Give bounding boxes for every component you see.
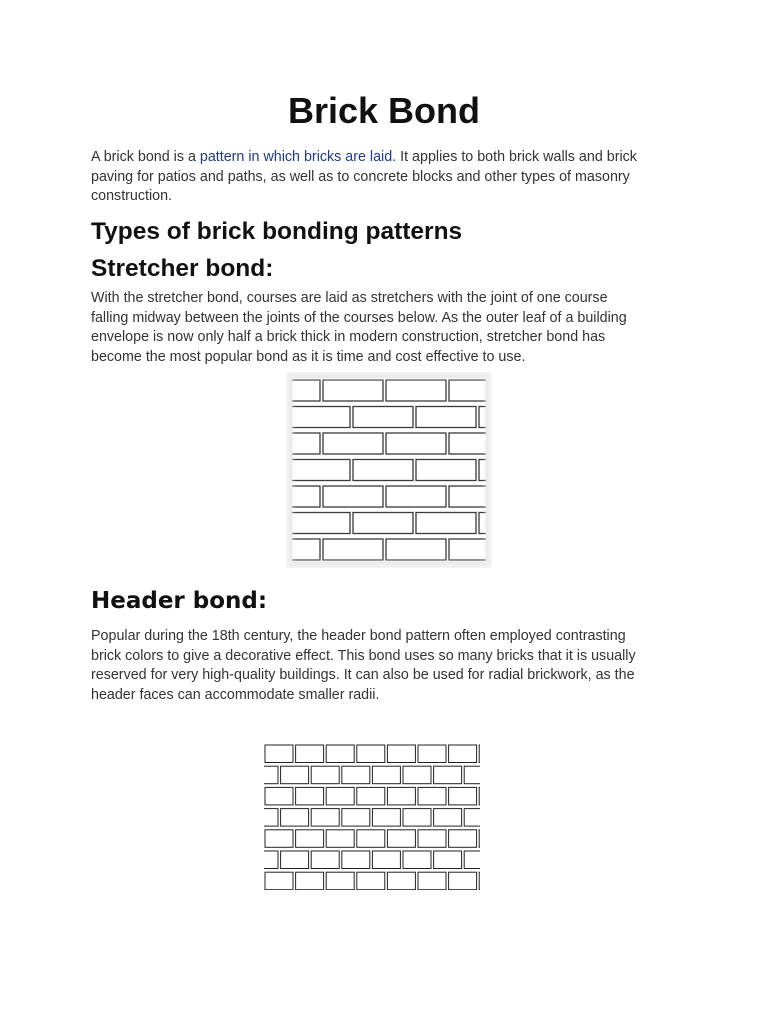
stretcher-brick <box>290 460 350 481</box>
header-brick <box>326 787 354 805</box>
stretcher-line: envelope is now only half a brick thick in modern construction, stretcher bond has <box>91 329 606 345</box>
header-brick <box>262 851 278 869</box>
header-brick <box>418 745 446 763</box>
header-brick <box>464 809 482 827</box>
stretcher-bond-heading: Stretcher bond: <box>91 255 274 282</box>
header-brick <box>296 872 324 890</box>
header-brick <box>387 787 415 805</box>
stretcher-line: falling midway between the joints of the courses below. As the outer leaf of a building <box>91 309 627 326</box>
stretcher-brick <box>386 380 446 401</box>
types-heading: Types of brick bonding patterns <box>91 218 463 245</box>
header-brick <box>357 872 385 890</box>
stretcher-bond-illustration <box>286 372 492 568</box>
header-brick <box>357 787 385 805</box>
header-brick <box>342 851 370 869</box>
header-brick <box>296 745 324 763</box>
header-brick <box>464 766 482 784</box>
header-brick <box>281 766 309 784</box>
header-bond-paragraph <box>91 627 681 705</box>
header-brick <box>479 745 482 763</box>
header-line: reserved for very high-quality buildings. It can also be used for radial brickwork, as the <box>91 667 635 683</box>
header-brick <box>387 872 415 890</box>
header-brick <box>281 851 309 869</box>
header-brick <box>326 830 354 848</box>
header-brick <box>372 851 400 869</box>
header-brick <box>262 809 278 827</box>
stretcher-brick <box>353 460 413 481</box>
header-brick <box>357 830 385 848</box>
header-line: header faces can accommodate smaller radii. <box>91 686 380 703</box>
header-brick <box>434 851 462 869</box>
stretcher-brick <box>416 460 476 481</box>
stretcher-brick <box>386 486 446 507</box>
header-bond-illustration <box>262 742 482 892</box>
stretcher-brick <box>323 380 383 401</box>
stretcher-brick <box>290 513 350 534</box>
intro-text-line1-end: It applies to both brick walls and brick <box>396 149 637 165</box>
header-brick <box>265 872 293 890</box>
header-brick <box>464 851 482 869</box>
stretcher-line: become the most popular bond as it is time and cost effective to use. <box>91 348 526 365</box>
header-brick <box>418 787 446 805</box>
header-brick <box>418 872 446 890</box>
stretcher-brick <box>449 539 492 560</box>
header-brick <box>479 872 482 890</box>
header-brick <box>387 745 415 763</box>
intro-text-line3: construction. <box>91 188 173 204</box>
stretcher-brick <box>353 513 413 534</box>
header-brick <box>265 830 293 848</box>
header-brick <box>387 830 415 848</box>
header-bond-heading: Header bond: <box>91 588 268 614</box>
intro-text-line2: paving for patios and paths, as well as to concrete blocks and other types of masonry <box>91 168 630 185</box>
header-brick <box>311 851 339 869</box>
header-brick <box>311 766 339 784</box>
header-brick <box>434 809 462 827</box>
header-brick <box>342 766 370 784</box>
stretcher-brick <box>449 380 492 401</box>
intro-paragraph <box>91 148 681 207</box>
header-brick <box>403 851 431 869</box>
header-brick <box>418 830 446 848</box>
header-brick <box>262 766 278 784</box>
intro-text-start: A brick bond is a <box>91 149 200 165</box>
stretcher-brick <box>323 486 383 507</box>
header-brick <box>311 809 339 827</box>
header-brick <box>281 809 309 827</box>
header-brick <box>296 830 324 848</box>
header-brick <box>403 766 431 784</box>
header-line: brick colors to give a decorative effect. This bond uses so many bricks that it is usually <box>91 647 636 664</box>
stretcher-brick <box>353 407 413 428</box>
stretcher-brick <box>386 539 446 560</box>
stretcher-line: With the stretcher bond, courses are laid as stretchers with the joint of one course <box>91 290 608 306</box>
header-brick <box>342 809 370 827</box>
header-brick <box>449 830 477 848</box>
header-brick <box>449 787 477 805</box>
header-brick <box>265 745 293 763</box>
stretcher-brick <box>416 513 476 534</box>
header-brick <box>479 830 482 848</box>
stretcher-brick <box>323 433 383 454</box>
stretcher-brick <box>323 539 383 560</box>
stretcher-brick <box>416 407 476 428</box>
stretcher-brick <box>449 433 492 454</box>
header-brick <box>449 745 477 763</box>
intro-link[interactable]: pattern in which bricks are laid. <box>199 149 397 165</box>
header-line: Popular during the 18th century, the header bond pattern often employed contrasting <box>91 628 626 644</box>
header-brick <box>449 872 477 890</box>
header-brick <box>372 766 400 784</box>
stretcher-brick <box>449 486 492 507</box>
header-brick <box>326 872 354 890</box>
header-brick <box>265 787 293 805</box>
stretcher-bond-paragraph <box>91 289 681 367</box>
header-brick <box>372 809 400 827</box>
page-title: Brick Bond <box>287 90 481 131</box>
header-brick <box>296 787 324 805</box>
header-brick <box>357 745 385 763</box>
header-brick <box>326 745 354 763</box>
header-brick <box>479 787 482 805</box>
stretcher-brick <box>290 407 350 428</box>
stretcher-brick <box>386 433 446 454</box>
header-brick <box>434 766 462 784</box>
header-brick <box>403 809 431 827</box>
